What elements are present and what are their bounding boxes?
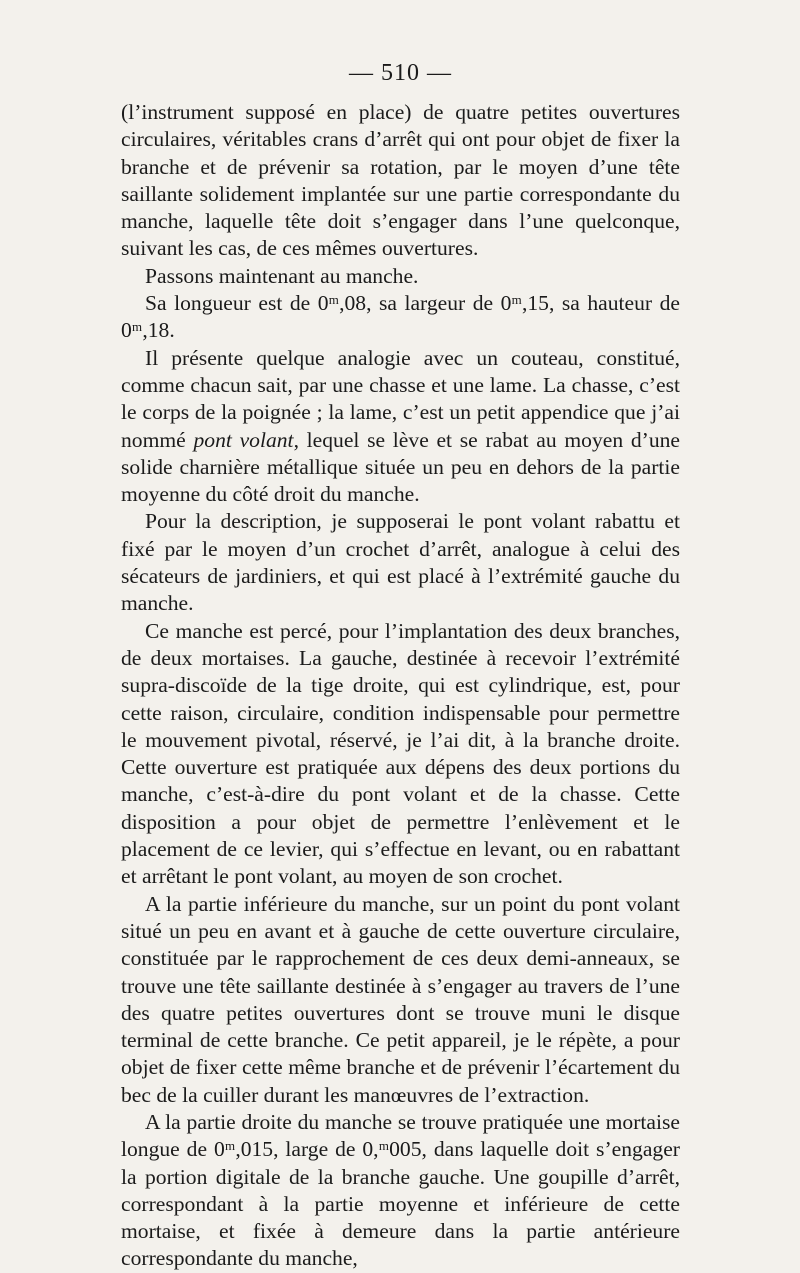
paragraph <box>121 263 680 290</box>
page-text <box>121 99 680 1273</box>
text-segment: A la partie inférieure du manche, sur un point du pont volant situé un peu en avant et à gauche de cette ouverture circulaire, constituée par le rapprochement de ces deux demi-anneaux, se trouve une tête saillante destinée à s’engager au travers de l’une des quatre petites ouvertures dont se trouve muni le disque terminal de cette branche. Ce petit appareil, je le répète, a pour objet de fixer cette même branche et de prévenir l’écartement du bec de la cuiller durant les manœuvres de l’extraction. <box>121 891 680 1107</box>
text-segment: , lequel se lève et se rabat au moyen d’une solide charnière métallique située un peu en dehors de la partie moyenne du côté droit du manche. <box>121 427 681 507</box>
paragraph <box>121 99 680 263</box>
text-segment: Ce manche est percé, pour l’implantation des deux branches, de deux mortaises. La gauche, destinée à recevoir l’extrémité supra-discoïde de la tige droite, qui est cylindrique, est, pour cette raison, circulaire, condition indispensable pour permettre le mouvement pivotal, réservé, je l’ai dit, à la branche droite. Cette ouverture est pratiquée aux dépens des deux portions du manche, c’est-à-dire du pont volant et de la chasse. Cette disposition a pour objet de permettre l’enlèvement et le placement de ce levier, qui s’effectue en levant, ou en rabattant et arrêtant le pont volant, au moyen de son crochet. <box>121 618 680 889</box>
text-segment: Sa longueur est de 0ᵐ,08, sa largeur de 0ᵐ,15, sa hauteur de 0ᵐ,18. <box>121 291 680 343</box>
text-segment: Pour la description, je supposerai le pont volant rabattu et fixé par le moyen d’un crochet d’arrêt, analogue à celui des sécateurs de jardiniers, et qui est placé à l’extrémité gauche du manche. <box>121 509 680 616</box>
page-number: — 510 — <box>349 60 452 86</box>
paragraph <box>121 1109 680 1273</box>
text-segment: Il présente quelque analogie avec un couteau, constitué, comme chacun sait, par une chasse et une lame. La chasse, c’est le corps de la poignée ; la lame, c’est un petit appendice que j’ai nommé <box>121 345 680 452</box>
paragraph <box>121 508 680 617</box>
paragraph <box>121 618 680 891</box>
italic-term: pont volant <box>193 427 294 452</box>
paragraph <box>121 891 680 1109</box>
text-segment: Passons maintenant au manche. <box>145 263 419 288</box>
paragraph <box>121 345 680 509</box>
text-segment: (l’instrument supposé en place) de quatre petites ouvertures circulaires, véritables crans d’arrêt qui ont pour objet de fixer la branche et de prévenir sa rotation, par le moyen d’une tête saillante solidement implantée sur une partie correspondante du manche, laquelle tête doit s’engager dans l’une quelconque, suivant les cas, de ces mêmes ouvertures. <box>121 100 680 261</box>
paragraph <box>121 290 680 345</box>
text-segment: A la partie droite du manche se trouve pratiquée une mortaise longue de 0ᵐ,015, large de 0,ᵐ005, dans laquelle doit s’engager la portion digitale de la branche gauche. Une goupille d’arrêt, correspondant à la partie moyenne et inférieure de cette mortaise, et fixée à demeure dans la partie antérieure correspondante du manche, <box>121 1109 680 1271</box>
